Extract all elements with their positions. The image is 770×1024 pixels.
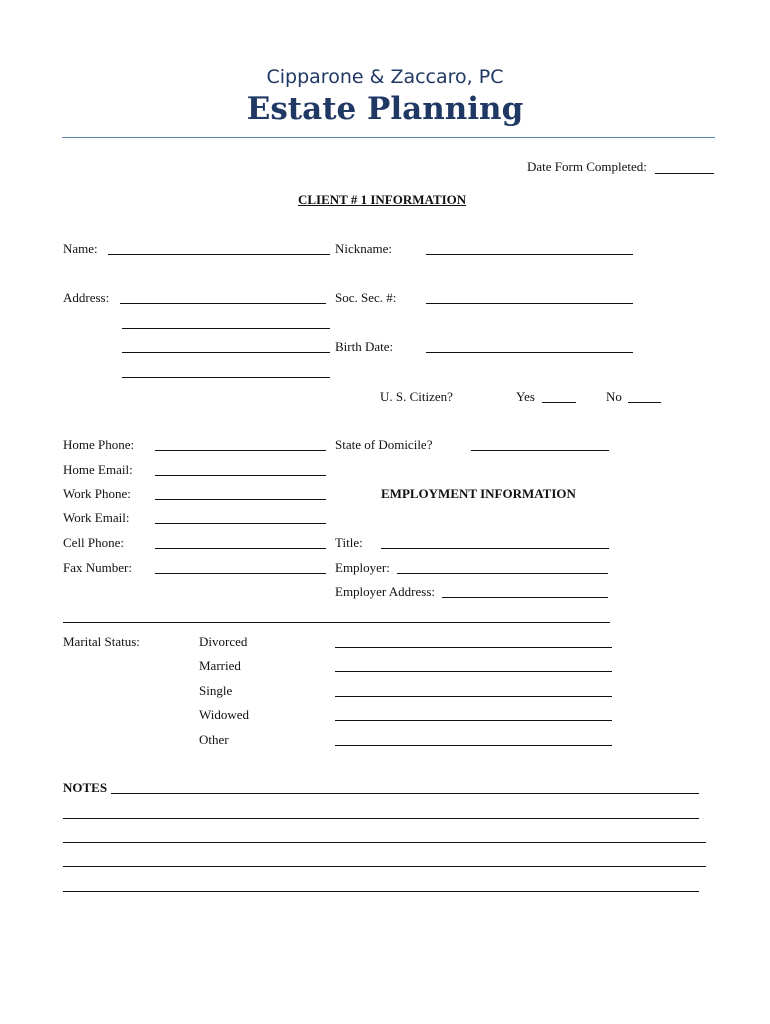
name-field[interactable] (108, 254, 330, 255)
work-phone-field[interactable] (155, 499, 326, 500)
ssn-field[interactable] (426, 303, 633, 304)
birth-date-field[interactable] (426, 352, 633, 353)
address-label: Address: (63, 290, 110, 305)
cell-phone-label: Cell Phone: (63, 535, 125, 550)
title-field[interactable] (381, 548, 609, 549)
fax-field[interactable] (155, 573, 326, 574)
citizen-yes-label: Yes (516, 389, 535, 404)
employer-address-field-1[interactable] (442, 597, 608, 598)
marital-option-married: Married (199, 658, 241, 673)
birth-date-label: Birth Date: (335, 339, 394, 354)
home-phone-label: Home Phone: (63, 437, 135, 452)
notes-label: NOTES (63, 780, 108, 795)
employer-field[interactable] (397, 573, 608, 574)
employment-section-heading: EMPLOYMENT INFORMATION (381, 486, 576, 501)
home-phone-field[interactable] (155, 450, 326, 451)
address-field-1[interactable] (120, 303, 326, 304)
ssn-label: Soc. Sec. #: (335, 290, 397, 305)
home-email-label: Home Email: (63, 462, 133, 477)
cell-phone-field[interactable] (155, 548, 326, 549)
employer-address-label: Employer Address: (335, 584, 436, 599)
notes-line-1[interactable] (111, 793, 699, 794)
marital-single-field[interactable] (335, 696, 612, 697)
name-label: Name: (63, 241, 98, 256)
nickname-label: Nickname: (335, 241, 393, 256)
marital-divorced-field[interactable] (335, 647, 612, 648)
citizen-label: U. S. Citizen? (380, 389, 453, 404)
address-field-2[interactable] (122, 328, 330, 329)
domicile-field[interactable] (471, 450, 609, 451)
address-field-4[interactable] (122, 377, 330, 378)
home-email-field[interactable] (155, 475, 326, 476)
date-completed-field[interactable] (655, 173, 714, 174)
work-phone-label: Work Phone: (63, 486, 131, 501)
notes-line-3[interactable] (63, 842, 706, 843)
address-field-3[interactable] (122, 352, 330, 353)
marital-option-widowed: Widowed (199, 707, 250, 722)
date-completed-label: Date Form Completed: (527, 159, 647, 174)
domicile-label: State of Domicile? (335, 437, 433, 452)
marital-status-label: Marital Status: (63, 634, 140, 649)
firm-name: Cipparone & Zaccaro, PC (266, 66, 504, 88)
marital-widowed-field[interactable] (335, 720, 612, 721)
citizen-no-label: No (606, 389, 622, 404)
work-email-label: Work Email: (63, 510, 130, 525)
client-section-heading: CLIENT # 1 INFORMATION (298, 192, 467, 207)
citizen-yes-field[interactable] (542, 402, 576, 403)
citizen-no-field[interactable] (628, 402, 661, 403)
work-email-field[interactable] (155, 523, 326, 524)
employer-address-field-2[interactable] (63, 622, 610, 623)
marital-option-other: Other (199, 732, 229, 747)
page-title: Estate Planning (246, 91, 524, 127)
fax-label: Fax Number: (63, 560, 132, 575)
marital-option-single: Single (199, 683, 233, 698)
marital-option-divorced: Divorced (199, 634, 248, 649)
header-divider (62, 137, 715, 138)
marital-other-field[interactable] (335, 745, 612, 746)
notes-line-5[interactable] (63, 891, 699, 892)
notes-line-2[interactable] (63, 818, 699, 819)
notes-line-4[interactable] (63, 866, 706, 867)
marital-married-field[interactable] (335, 671, 612, 672)
title-label: Title: (335, 535, 363, 550)
nickname-field[interactable] (426, 254, 633, 255)
employer-label: Employer: (335, 560, 390, 575)
